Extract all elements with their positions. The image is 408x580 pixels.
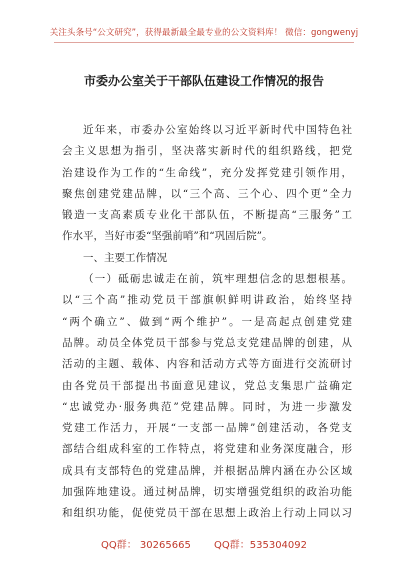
document-body [62, 120, 352, 525]
body-line: 由各党员干部提出书面意见建议，党总支集思广益确定 [62, 379, 352, 392]
body-line: 锻造一支高素质专业化干部队伍，不断提高“三服务”工 [62, 209, 352, 222]
body-line: 以“三个高”推动党员干部旗帜鲜明讲政治，始终坚持 [62, 294, 352, 307]
body-line: 加强阵地建设。通过树品牌，切实增强党组织的政治功能 [62, 486, 352, 499]
body-line: “两个确立”、做到“两个维护”。一是高起点创建党建 [62, 315, 352, 328]
header-banner: 关注头条号“公文研究”，获得最新最全最专业的公文资料库！ 微信：gongwenyj [49, 28, 359, 38]
body-line: 治建设作为工作的“生命线”，充分发挥党建引领作用， [62, 166, 352, 179]
body-line: 近年来，市委办公室始终以习近平新时代中国特色社 [83, 124, 352, 136]
body-line: 聚焦创建党建品牌，以“三个高、三个心、四个更”全力 [62, 187, 352, 200]
body-line: 成具有支部特色的党建品牌，并根据品牌内涵在办公区域 [62, 464, 352, 477]
body-line: 活动的主题、载体、内容和活动方式等方面进行交流研讨 [62, 358, 352, 371]
footer-qq-group-2: QQ群：535304092 [214, 540, 308, 551]
body-line: 品牌。动员全体党员干部参与党总支党建品牌的创建，从 [62, 336, 352, 349]
body-line: 部结合组成科室的工作特点，将党建和业务深度融合，形 [62, 443, 352, 456]
footer [0, 536, 408, 551]
subsection-heading: （一）砥砺忠诚走在前，筑牢理想信念的思想根基。 [83, 273, 352, 286]
section-heading: 一、主要工作情况 [83, 251, 167, 264]
document-title: 市委办公室关于干部队伍建设工作情况的报告 [83, 74, 324, 88]
header-divider [54, 42, 354, 43]
body-line: “忠诚党办·服务典范”党建品牌。同时，为进一步激发 [62, 400, 352, 413]
body-line: 会主义思想为指引，坚决落实新时代的组织路线，把党 [62, 145, 352, 158]
body-line: 和组织功能，促使党员干部在思想上政治上行动上同以习 [62, 507, 352, 520]
body-line: 党建工作活力，开展“一支部一品牌”创建活动，各党支 [62, 422, 352, 435]
footer-qq-group-1: QQ群： 30265665 [100, 540, 191, 551]
body-line: 作水平，当好市委“坚强前哨”和“巩固后院”。 [62, 230, 273, 243]
